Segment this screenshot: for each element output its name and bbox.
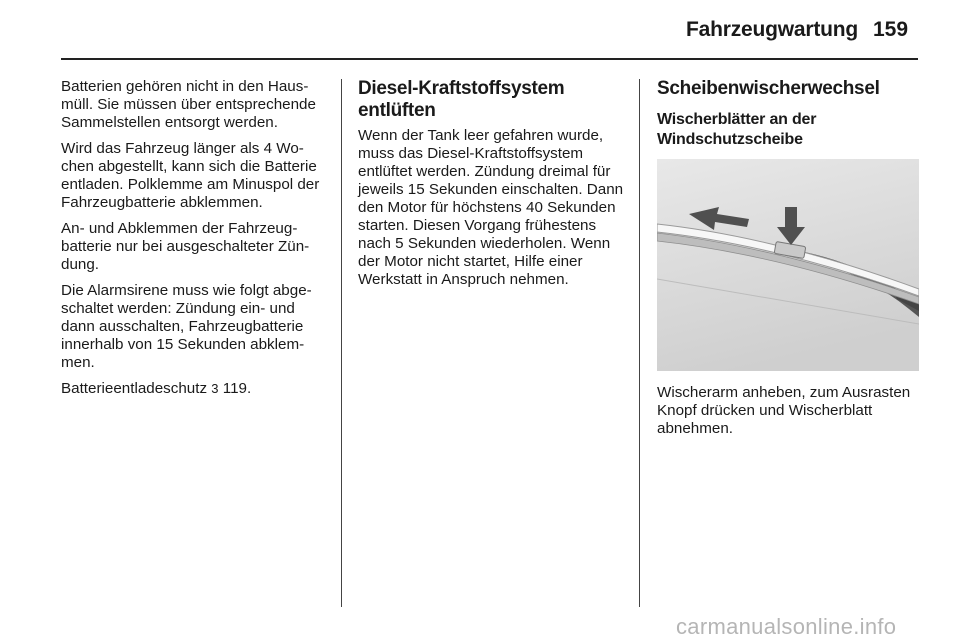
paragraph-battery-protection: [61, 380, 329, 398]
watermark: carmanualsonline.info: [676, 614, 897, 639]
page-header-title: Fahrzeugwartung: [686, 18, 859, 41]
column-diesel: [358, 78, 626, 297]
column-divider-1: [341, 79, 342, 607]
battery-protection-label: Batterieentladeschutz: [61, 380, 208, 397]
paragraph-diesel-bleeding: Wenn der Tank leer gefahren wurde, muss das Diesel-Kraftstoffsystem entlüftet werden. Zündung dreimal für jeweils 15 Sekunden einschalten. Dann den Motor für höchstens 40 Sekunden starten. Diesen Vorgang frühestens nach 5 Sekunden wiederholen. Wenn der Motor nicht startet, Hilfe einer Werkstatt in Anspruch nehmen.: [358, 127, 624, 288]
heading-wiper-replacement: Scheibenwischerwechsel: [657, 78, 880, 99]
page-reference-link[interactable]: 119.: [222, 380, 252, 397]
wiper-blade-illustration: [657, 159, 919, 371]
heading-diesel-bleeding: Diesel-Kraftstoffsystem entlüften: [358, 78, 565, 121]
column-divider-2: [639, 79, 640, 607]
page-reference-icon: 3: [211, 381, 219, 396]
windscreen-background: [657, 159, 919, 371]
header-rule: [61, 58, 918, 60]
paragraph-battery-ignition: An- und Abklemmen der Fahrzeugbatterie nur bei ausgeschalteter Zündung.: [61, 220, 310, 273]
subheading-windscreen-wiper: Wischerblätter an der Windschutzscheibe: [657, 111, 817, 148]
column-battery: [61, 78, 329, 406]
page-number: 159: [873, 18, 909, 41]
paragraph-alarm-siren: Die Alarmsirene muss wie folgt abgeschaltet werden: Zündung ein- und dann ausschalten, Fahrzeugbatterie innerhalb von 15 Sekunden abklemmen.: [61, 282, 312, 371]
column-wiper: [657, 78, 919, 446]
paragraph-battery-disposal: Batterien gehören nicht in den Hausmüll. Sie müssen über entsprechende Sammelstellen entsorgt werden.: [61, 78, 316, 131]
paragraph-wiper-removal: Wischerarm anheben, zum Ausrasten Knopf drücken und Wischerblatt abnehmen.: [657, 384, 911, 437]
paragraph-battery-storage: Wird das Fahrzeug länger als 4 Wochen abgestellt, kann sich die Batterie entladen. Polklemme am Minuspol der Fahrzeugbatterie abklemmen.: [61, 140, 320, 211]
